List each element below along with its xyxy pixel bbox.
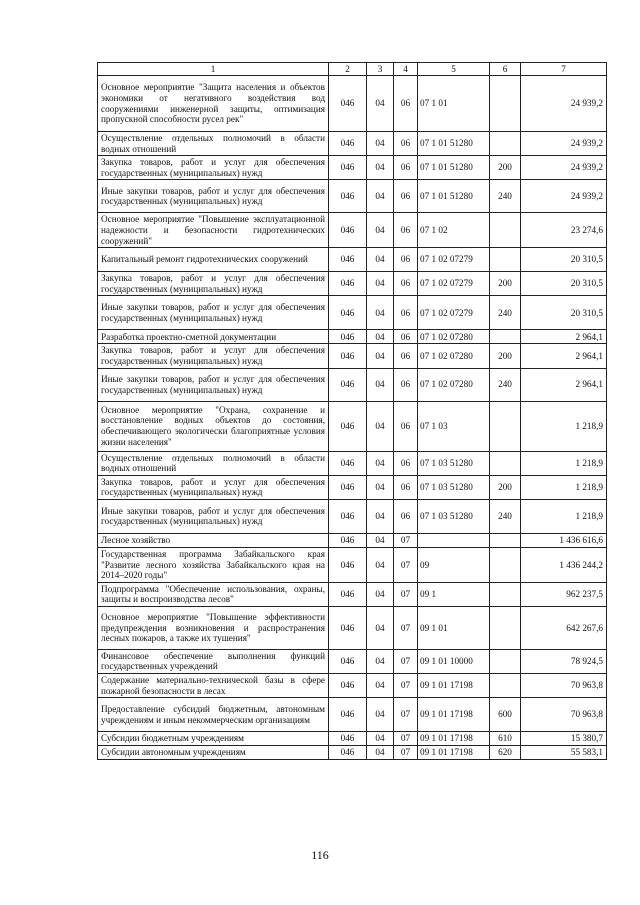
row-expense-type-cell bbox=[490, 401, 521, 451]
row-name-cell: Государственная программа Забайкальского края "Развитие лесного хозяйства Забайкальского края на 2014–2020 годы" bbox=[98, 547, 329, 582]
table-row bbox=[98, 272, 607, 296]
row-admin-code-cell: 046 bbox=[329, 132, 367, 156]
row-subsection-cell: 06 bbox=[394, 368, 418, 401]
row-amount-cell: 23 274,6 bbox=[521, 213, 607, 248]
row-target-article-cell: 07 1 01 51280 bbox=[418, 132, 490, 156]
row-admin-code-cell: 046 bbox=[329, 475, 367, 499]
row-amount-cell: 70 963,8 bbox=[521, 698, 607, 732]
row-subsection-cell: 06 bbox=[394, 156, 418, 180]
row-admin-code-cell: 046 bbox=[329, 732, 367, 746]
row-expense-type-cell bbox=[490, 582, 521, 606]
row-target-article-cell: 07 1 02 07279 bbox=[418, 296, 490, 330]
row-section-cell: 04 bbox=[367, 533, 394, 547]
table-row bbox=[98, 213, 607, 248]
row-target-article-cell: 09 1 bbox=[418, 582, 490, 606]
row-admin-code-cell: 046 bbox=[329, 156, 367, 180]
row-subsection-cell: 07 bbox=[394, 746, 418, 760]
row-amount-cell: 1 436 244,2 bbox=[521, 547, 607, 582]
row-subsection-cell: 07 bbox=[394, 649, 418, 673]
row-expense-type-cell bbox=[490, 533, 521, 547]
row-subsection-cell: 07 bbox=[394, 606, 418, 649]
row-admin-code-cell: 046 bbox=[329, 368, 367, 401]
row-admin-code-cell: 046 bbox=[329, 296, 367, 330]
row-amount-cell: 1 218,9 bbox=[521, 499, 607, 533]
row-subsection-cell: 06 bbox=[394, 248, 418, 272]
row-amount-cell: 642 267,6 bbox=[521, 606, 607, 649]
row-amount-cell: 962 237,5 bbox=[521, 582, 607, 606]
row-subsection-cell: 06 bbox=[394, 272, 418, 296]
row-section-cell: 04 bbox=[367, 213, 394, 248]
row-expense-type-cell bbox=[490, 248, 521, 272]
table-row bbox=[98, 698, 607, 732]
table-row bbox=[98, 248, 607, 272]
header-col-7: 7 bbox=[521, 63, 607, 76]
table-row bbox=[98, 451, 607, 475]
budget-table bbox=[97, 62, 607, 760]
row-amount-cell: 24 939,2 bbox=[521, 156, 607, 180]
row-section-cell: 04 bbox=[367, 475, 394, 499]
table-body bbox=[98, 76, 607, 760]
row-admin-code-cell: 046 bbox=[329, 649, 367, 673]
row-section-cell: 04 bbox=[367, 156, 394, 180]
row-target-article-cell: 09 1 01 17198 bbox=[418, 746, 490, 760]
row-expense-type-cell bbox=[490, 451, 521, 475]
row-expense-type-cell: 600 bbox=[490, 698, 521, 732]
row-admin-code-cell: 046 bbox=[329, 674, 367, 698]
row-admin-code-cell: 046 bbox=[329, 401, 367, 451]
table-row bbox=[98, 475, 607, 499]
row-name-cell: Разработка проектно-сметной документации bbox=[98, 330, 329, 344]
header-row bbox=[98, 63, 607, 76]
row-target-article-cell bbox=[418, 533, 490, 547]
row-expense-type-cell bbox=[490, 213, 521, 248]
row-expense-type-cell bbox=[490, 547, 521, 582]
row-expense-type-cell: 200 bbox=[490, 272, 521, 296]
row-expense-type-cell: 620 bbox=[490, 746, 521, 760]
row-target-article-cell: 09 1 01 bbox=[418, 606, 490, 649]
row-admin-code-cell: 046 bbox=[329, 547, 367, 582]
row-target-article-cell: 07 1 03 51280 bbox=[418, 451, 490, 475]
row-subsection-cell: 07 bbox=[394, 533, 418, 547]
row-subsection-cell: 07 bbox=[394, 582, 418, 606]
row-section-cell: 04 bbox=[367, 368, 394, 401]
table-row bbox=[98, 76, 607, 132]
row-name-cell: Содержание материально-технической базы в сфере пожарной безопасности в лесах bbox=[98, 674, 329, 698]
row-section-cell: 04 bbox=[367, 296, 394, 330]
row-target-article-cell: 07 1 02 bbox=[418, 213, 490, 248]
table-row bbox=[98, 296, 607, 330]
row-name-cell: Предоставление субсидий бюджетным, автономным учреждениям и иным некоммерческим организациям bbox=[98, 698, 329, 732]
row-admin-code-cell: 046 bbox=[329, 451, 367, 475]
row-subsection-cell: 06 bbox=[394, 344, 418, 368]
row-target-article-cell: 07 1 02 07280 bbox=[418, 368, 490, 401]
row-amount-cell: 55 583,1 bbox=[521, 746, 607, 760]
row-subsection-cell: 07 bbox=[394, 732, 418, 746]
row-section-cell: 04 bbox=[367, 582, 394, 606]
row-admin-code-cell: 046 bbox=[329, 344, 367, 368]
row-subsection-cell: 06 bbox=[394, 76, 418, 132]
row-amount-cell: 24 939,2 bbox=[521, 76, 607, 132]
table-row bbox=[98, 156, 607, 180]
row-admin-code-cell: 046 bbox=[329, 499, 367, 533]
row-name-cell: Субсидии бюджетным учреждениям bbox=[98, 732, 329, 746]
row-admin-code-cell: 046 bbox=[329, 582, 367, 606]
row-amount-cell: 1 218,9 bbox=[521, 401, 607, 451]
row-subsection-cell: 06 bbox=[394, 180, 418, 213]
row-expense-type-cell: 240 bbox=[490, 368, 521, 401]
row-section-cell: 04 bbox=[367, 451, 394, 475]
row-section-cell: 04 bbox=[367, 649, 394, 673]
row-target-article-cell: 07 1 01 51280 bbox=[418, 180, 490, 213]
row-subsection-cell: 06 bbox=[394, 499, 418, 533]
row-expense-type-cell: 240 bbox=[490, 180, 521, 213]
row-expense-type-cell: 610 bbox=[490, 732, 521, 746]
row-subsection-cell: 07 bbox=[394, 698, 418, 732]
row-name-cell: Иные закупки товаров, работ и услуг для обеспечения государственных (муниципальных) нужд bbox=[98, 296, 329, 330]
row-amount-cell: 24 939,2 bbox=[521, 132, 607, 156]
row-amount-cell: 78 924,5 bbox=[521, 649, 607, 673]
row-section-cell: 04 bbox=[367, 272, 394, 296]
row-admin-code-cell: 046 bbox=[329, 180, 367, 213]
row-expense-type-cell bbox=[490, 674, 521, 698]
row-name-cell: Капитальный ремонт гидротехнических сооружений bbox=[98, 248, 329, 272]
row-expense-type-cell bbox=[490, 132, 521, 156]
row-expense-type-cell: 200 bbox=[490, 475, 521, 499]
row-subsection-cell: 07 bbox=[394, 547, 418, 582]
row-admin-code-cell: 046 bbox=[329, 606, 367, 649]
row-admin-code-cell: 046 bbox=[329, 533, 367, 547]
row-admin-code-cell: 046 bbox=[329, 248, 367, 272]
row-expense-type-cell bbox=[490, 76, 521, 132]
row-name-cell: Закупка товаров, работ и услуг для обеспечения государственных (муниципальных) нужд bbox=[98, 475, 329, 499]
row-target-article-cell: 07 1 02 07279 bbox=[418, 248, 490, 272]
row-section-cell: 04 bbox=[367, 547, 394, 582]
row-name-cell: Субсидии автономным учреждениям bbox=[98, 746, 329, 760]
row-name-cell: Лесное хозяйство bbox=[98, 533, 329, 547]
row-admin-code-cell: 046 bbox=[329, 746, 367, 760]
row-expense-type-cell bbox=[490, 649, 521, 673]
row-amount-cell: 1 218,9 bbox=[521, 451, 607, 475]
row-amount-cell: 20 310,5 bbox=[521, 272, 607, 296]
header-col-4: 4 bbox=[394, 63, 418, 76]
row-target-article-cell: 07 1 02 07280 bbox=[418, 330, 490, 344]
table-row bbox=[98, 132, 607, 156]
row-admin-code-cell: 046 bbox=[329, 698, 367, 732]
row-expense-type-cell: 240 bbox=[490, 296, 521, 330]
header-col-1: 1 bbox=[98, 63, 329, 76]
row-section-cell: 04 bbox=[367, 674, 394, 698]
row-section-cell: 04 bbox=[367, 180, 394, 213]
row-amount-cell: 20 310,5 bbox=[521, 248, 607, 272]
row-section-cell: 04 bbox=[367, 499, 394, 533]
row-name-cell: Осуществление отдельных полномочий в области водных отношений bbox=[98, 451, 329, 475]
row-name-cell: Закупка товаров, работ и услуг для обеспечения государственных (муниципальных) нужд bbox=[98, 344, 329, 368]
row-amount-cell: 2 964,1 bbox=[521, 368, 607, 401]
table-row bbox=[98, 499, 607, 533]
table-row bbox=[98, 582, 607, 606]
row-name-cell: Основное мероприятие "Защита населения и объектов экономики от негативного воздействия вод сооружениями инженерной защиты, оптимизация пропускной способности русел рек" bbox=[98, 76, 329, 132]
row-target-article-cell: 07 1 01 51280 bbox=[418, 156, 490, 180]
row-expense-type-cell bbox=[490, 606, 521, 649]
row-section-cell: 04 bbox=[367, 132, 394, 156]
row-target-article-cell: 07 1 03 bbox=[418, 401, 490, 451]
row-name-cell: Осуществление отдельных полномочий в области водных отношений bbox=[98, 132, 329, 156]
row-name-cell: Закупка товаров, работ и услуг для обеспечения государственных (муниципальных) нужд bbox=[98, 156, 329, 180]
table-row bbox=[98, 547, 607, 582]
row-target-article-cell: 07 1 02 07280 bbox=[418, 344, 490, 368]
row-name-cell: Основное мероприятие "Повышение эффективности предупреждения возникновения и распространения лесных пожаров, а также их тушения" bbox=[98, 606, 329, 649]
header-col-2: 2 bbox=[329, 63, 367, 76]
row-section-cell: 04 bbox=[367, 248, 394, 272]
row-target-article-cell: 09 1 01 17198 bbox=[418, 732, 490, 746]
page-number: 116 bbox=[311, 848, 329, 862]
row-name-cell: Основное мероприятие "Охрана, сохранение и восстановление водных объектов до состояния, обеспечивающего экологически благоприятные условия жизни населения" bbox=[98, 401, 329, 451]
row-name-cell: Финансовое обеспечение выполнения функций государственных учреждений bbox=[98, 649, 329, 673]
row-amount-cell: 20 310,5 bbox=[521, 296, 607, 330]
table-row bbox=[98, 746, 607, 760]
row-subsection-cell: 06 bbox=[394, 296, 418, 330]
row-target-article-cell: 09 1 01 17198 bbox=[418, 698, 490, 732]
row-target-article-cell: 09 bbox=[418, 547, 490, 582]
row-expense-type-cell bbox=[490, 330, 521, 344]
row-section-cell: 04 bbox=[367, 698, 394, 732]
table-row bbox=[98, 401, 607, 451]
row-amount-cell: 15 380,7 bbox=[521, 732, 607, 746]
table-row bbox=[98, 674, 607, 698]
row-section-cell: 04 bbox=[367, 606, 394, 649]
row-target-article-cell: 09 1 01 10000 bbox=[418, 649, 490, 673]
table-row bbox=[98, 344, 607, 368]
row-name-cell: Иные закупки товаров, работ и услуг для обеспечения государственных (муниципальных) нужд bbox=[98, 180, 329, 213]
row-expense-type-cell: 200 bbox=[490, 156, 521, 180]
row-name-cell: Иные закупки товаров, работ и услуг для обеспечения государственных (муниципальных) нужд bbox=[98, 499, 329, 533]
table-row bbox=[98, 649, 607, 673]
row-section-cell: 04 bbox=[367, 344, 394, 368]
row-amount-cell: 24 939,2 bbox=[521, 180, 607, 213]
header-col-3: 3 bbox=[367, 63, 394, 76]
header-col-6: 6 bbox=[490, 63, 521, 76]
table-row bbox=[98, 606, 607, 649]
row-section-cell: 04 bbox=[367, 746, 394, 760]
row-amount-cell: 1 218,9 bbox=[521, 475, 607, 499]
table-row bbox=[98, 330, 607, 344]
table-row bbox=[98, 368, 607, 401]
row-target-article-cell: 07 1 01 bbox=[418, 76, 490, 132]
row-subsection-cell: 06 bbox=[394, 330, 418, 344]
row-amount-cell: 2 964,1 bbox=[521, 330, 607, 344]
row-amount-cell: 1 436 616,6 bbox=[521, 533, 607, 547]
row-expense-type-cell: 200 bbox=[490, 344, 521, 368]
table-header bbox=[98, 63, 607, 76]
row-expense-type-cell: 240 bbox=[490, 499, 521, 533]
row-admin-code-cell: 046 bbox=[329, 213, 367, 248]
row-section-cell: 04 bbox=[367, 76, 394, 132]
row-target-article-cell: 07 1 03 51280 bbox=[418, 499, 490, 533]
row-admin-code-cell: 046 bbox=[329, 76, 367, 132]
row-admin-code-cell: 046 bbox=[329, 330, 367, 344]
row-subsection-cell: 06 bbox=[394, 401, 418, 451]
row-section-cell: 04 bbox=[367, 401, 394, 451]
row-target-article-cell: 07 1 03 51280 bbox=[418, 475, 490, 499]
row-name-cell: Иные закупки товаров, работ и услуг для обеспечения государственных (муниципальных) нужд bbox=[98, 368, 329, 401]
row-section-cell: 04 bbox=[367, 732, 394, 746]
row-subsection-cell: 06 bbox=[394, 451, 418, 475]
row-target-article-cell: 09 1 01 17198 bbox=[418, 674, 490, 698]
table-row bbox=[98, 533, 607, 547]
row-admin-code-cell: 046 bbox=[329, 272, 367, 296]
table-row bbox=[98, 180, 607, 213]
row-amount-cell: 70 963,8 bbox=[521, 674, 607, 698]
row-name-cell: Подпрограмма "Обеспечение использования, охраны, защиты и воспроизводства лесов" bbox=[98, 582, 329, 606]
row-subsection-cell: 07 bbox=[394, 674, 418, 698]
table-row bbox=[98, 732, 607, 746]
row-subsection-cell: 06 bbox=[394, 475, 418, 499]
row-section-cell: 04 bbox=[367, 330, 394, 344]
row-subsection-cell: 06 bbox=[394, 213, 418, 248]
header-col-5: 5 bbox=[418, 63, 490, 76]
row-amount-cell: 2 964,1 bbox=[521, 344, 607, 368]
row-name-cell: Закупка товаров, работ и услуг для обеспечения государственных (муниципальных) нужд bbox=[98, 272, 329, 296]
row-name-cell: Основное мероприятие "Повышение эксплуатационной надежности и безопасности гидротехнических сооружений" bbox=[98, 213, 329, 248]
budget-table-container bbox=[97, 62, 606, 760]
row-target-article-cell: 07 1 02 07279 bbox=[418, 272, 490, 296]
row-subsection-cell: 06 bbox=[394, 132, 418, 156]
